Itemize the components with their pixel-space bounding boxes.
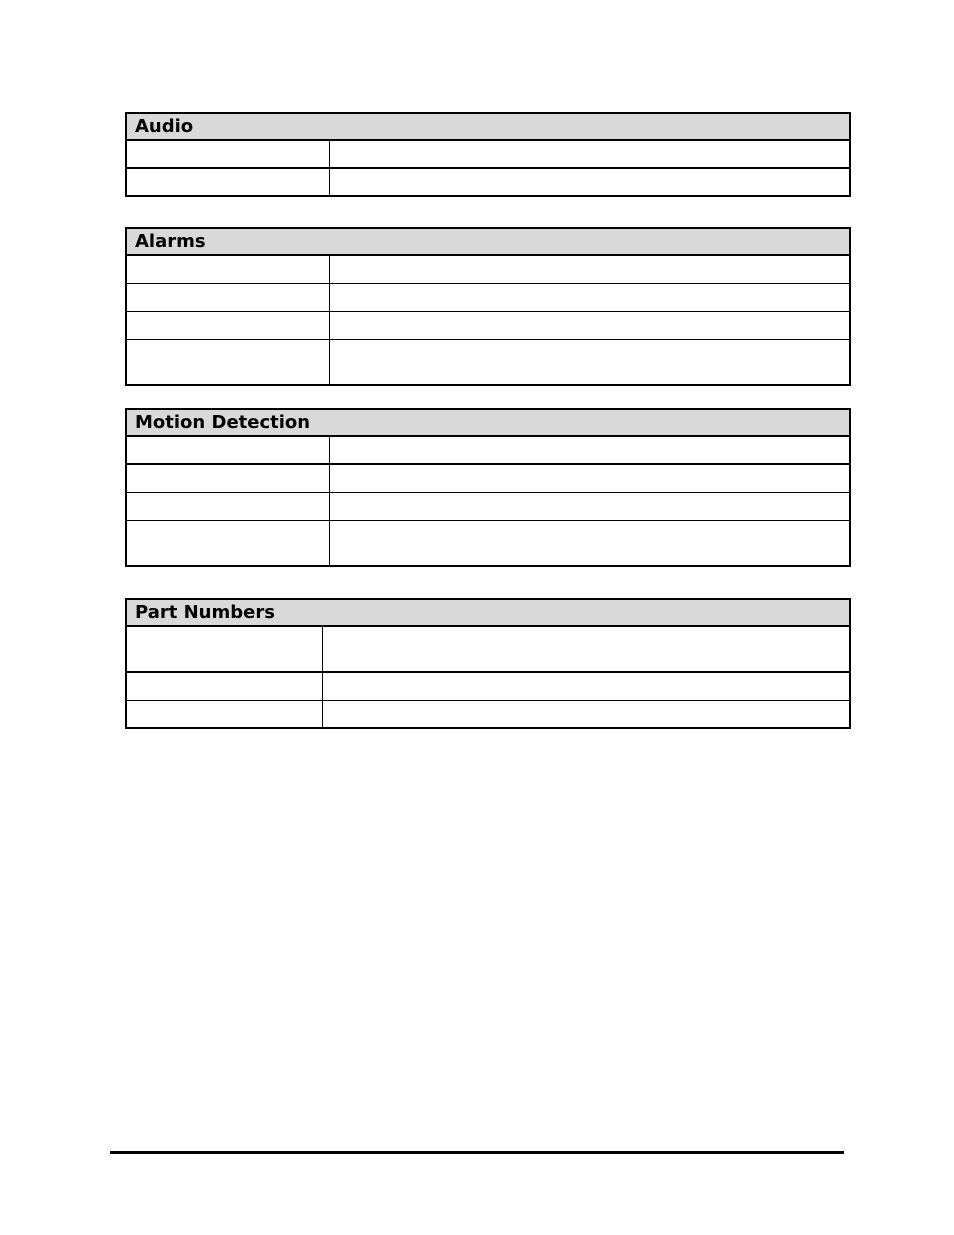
motion-detection-heading: Motion Detection	[126, 409, 850, 436]
table-cell	[126, 626, 322, 672]
table-row	[126, 672, 850, 700]
audio-table	[125, 112, 851, 197]
table-cell	[329, 492, 850, 520]
table-row	[126, 311, 850, 339]
table-row	[126, 168, 850, 196]
table-cell	[126, 255, 329, 283]
table-row	[126, 700, 850, 728]
table-cell	[329, 140, 850, 168]
table-cell	[322, 700, 850, 728]
table-row	[126, 492, 850, 520]
table-cell	[329, 436, 850, 464]
table-cell	[329, 283, 850, 311]
table-row	[126, 283, 850, 311]
table-cell	[126, 520, 329, 566]
table-cell	[322, 672, 850, 700]
table-cell	[126, 672, 322, 700]
table-cell	[126, 311, 329, 339]
table-row	[126, 339, 850, 385]
table-cell	[126, 700, 322, 728]
table-cell	[329, 255, 850, 283]
table-cell	[126, 436, 329, 464]
part-numbers-heading: Part Numbers	[126, 599, 850, 626]
part-numbers-table	[125, 598, 851, 729]
table-row	[126, 436, 850, 464]
footer-rule	[110, 1151, 844, 1154]
alarms-heading: Alarms	[126, 228, 850, 255]
alarms-table	[125, 227, 851, 386]
table-cell	[126, 492, 329, 520]
table-cell	[126, 283, 329, 311]
table-row	[126, 626, 850, 672]
table-row	[126, 464, 850, 492]
table-row	[126, 140, 850, 168]
table-cell	[329, 168, 850, 196]
table-cell	[329, 311, 850, 339]
table-cell	[329, 339, 850, 385]
table-row	[126, 520, 850, 566]
audio-heading: Audio	[126, 113, 850, 140]
table-cell	[126, 464, 329, 492]
motion-detection-table	[125, 408, 851, 567]
table-cell	[322, 626, 850, 672]
table-cell	[126, 168, 329, 196]
table-cell	[329, 464, 850, 492]
table-row	[126, 255, 850, 283]
table-cell	[329, 520, 850, 566]
table-cell	[126, 339, 329, 385]
table-cell	[126, 140, 329, 168]
